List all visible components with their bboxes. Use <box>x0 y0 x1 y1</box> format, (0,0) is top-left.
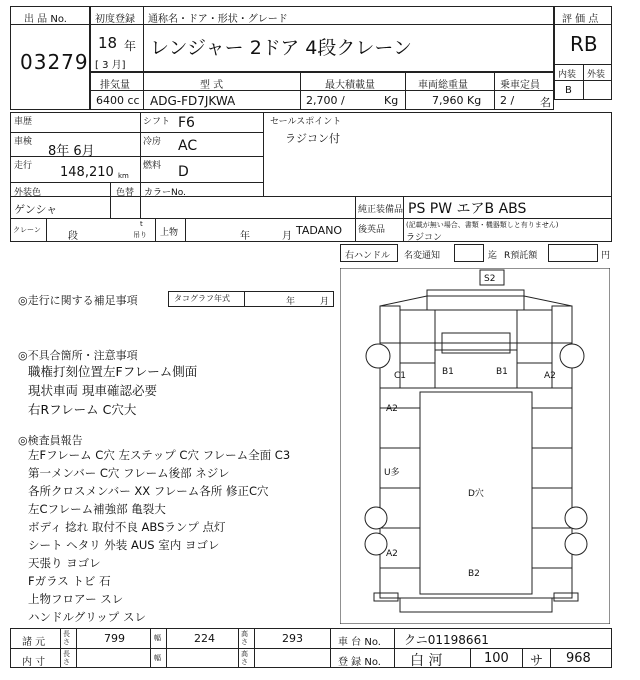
equip-label: 純正装備品 <box>358 205 404 215</box>
mark-d: D穴 <box>468 489 484 499</box>
aircon-label: 冷房 <box>143 137 162 147</box>
r-fee-label: R預託額 <box>504 251 538 261</box>
mark-b1-left: B1 <box>442 367 454 377</box>
color-value: ゲンシャ <box>14 203 58 216</box>
fuel-label: 燃料 <box>143 161 162 171</box>
front-left-wheel <box>366 344 390 368</box>
sales-label: セールスポイント <box>270 117 342 127</box>
rear-right-wheel-front <box>565 507 587 529</box>
width-label: 幅 <box>154 634 161 642</box>
gross-label: 車両総重量 <box>418 80 468 91</box>
seats: 2 / <box>500 94 515 107</box>
defect-line: 現状車両 現車確認必要 <box>28 383 157 398</box>
mileage-unit: km <box>118 172 129 180</box>
aircon-value: AC <box>178 138 198 154</box>
defect-line: 右Rフレーム C穴大 <box>28 402 137 417</box>
inner-height-label: 高さ <box>241 650 248 666</box>
inner-length-label: 長さ <box>63 650 70 666</box>
grade-value: RB <box>570 32 598 56</box>
displacement: 6400 cc <box>96 94 140 107</box>
handle-label: 右ハンドル <box>345 251 391 261</box>
length-value: 799 <box>104 632 125 645</box>
crane-maker: TADANO <box>296 224 343 237</box>
mileage-value: 148,210 <box>60 165 114 180</box>
r-fee-box <box>548 244 598 262</box>
gross-weight: 7,960 Kg <box>432 94 482 107</box>
crane-ton-bottom: 吊り <box>133 231 147 239</box>
reg-class: 100 <box>484 651 509 666</box>
rear-right-wheel-rear <box>565 533 587 555</box>
defect-line: 職権打刻位置左Fフレーム側面 <box>28 364 198 379</box>
first-reg-year-unit: 年 <box>124 39 137 53</box>
crane-month-unit: 月 <box>282 231 292 242</box>
cab-outline <box>380 296 572 343</box>
chassis-label: 車 台 No. <box>338 637 381 648</box>
mark-b2: B2 <box>468 569 480 579</box>
reg-label: 登 録 No. <box>338 657 381 668</box>
mount-label: 上物 <box>160 228 179 238</box>
tail-bumper <box>400 598 552 612</box>
model-label: 型 式 <box>200 80 224 91</box>
mark-s2: S2 <box>484 274 496 284</box>
cab-roof <box>427 290 524 310</box>
mark-a2-lower: A2 <box>386 549 398 559</box>
inspector-line: 天張り ヨゴレ <box>28 556 101 570</box>
equip-value: PS PW エアB ABS <box>408 201 527 217</box>
aftermarket-note: (記載が無い場合、書類・機器類しと有りません) <box>406 221 559 229</box>
first-reg-month: [ 3 月] <box>95 60 126 71</box>
first-reg-year: 18 <box>98 34 118 52</box>
defects-title: ◎不具合箇所・注意事項 <box>18 349 138 362</box>
capacity: 2,700 / <box>306 94 345 107</box>
model: ADG-FD7JKWA <box>150 94 236 108</box>
inner-width-label: 幅 <box>154 654 161 662</box>
reg-kana: サ <box>530 654 544 669</box>
inspection-label: 車検 <box>14 137 33 147</box>
tacho-label: タコグラフ年式 <box>174 294 230 303</box>
grade-label: 評 価 点 <box>562 14 599 25</box>
crane-stage-unit: 段 <box>68 231 78 242</box>
lot-label: 出 品 No. <box>24 14 67 25</box>
aftermarket-value: ラジコン <box>406 233 443 243</box>
inspector-line: ハンドルグリップ スレ <box>28 610 146 624</box>
driving-title: ◎走行に関する補足事項 <box>18 294 138 307</box>
front-right-wheel <box>560 344 584 368</box>
spec-label: 諸 元 <box>22 637 46 648</box>
height-label: 高さ <box>241 630 248 646</box>
r-fee-prefix: 迄 <box>488 251 498 261</box>
tacho-year: 年 <box>286 297 296 307</box>
rear-left-wheel-rear <box>365 533 387 555</box>
mileage-label: 走行 <box>14 161 33 171</box>
inspector-line: 上物フロアー スレ <box>28 592 124 606</box>
inspector-line: Fガラス トビ 石 <box>28 574 111 588</box>
height-value: 293 <box>282 632 303 645</box>
inspector-title: ◎検査員報告 <box>18 434 83 447</box>
inspector-line: ボディ 捻れ 取付不良 ABSランプ 点灯 <box>28 520 226 534</box>
inspector-line: シート ヘタリ 外装 AUS 室内 ヨゴレ <box>28 538 220 552</box>
mark-a2-right: A2 <box>544 371 556 381</box>
shift-label: シフト <box>143 117 171 127</box>
inspector-line: 左Cフレーム補強部 亀裂大 <box>28 502 166 516</box>
tacho-month: 月 <box>320 297 330 307</box>
aftermarket-label: 後英品 <box>358 225 386 235</box>
sales-value: ラジコン付 <box>285 132 340 145</box>
interior-value: B <box>565 85 572 96</box>
seats-unit: 名 <box>540 96 551 109</box>
lot-number: 03279 <box>20 50 89 74</box>
car-name: レンジャー 2ドア 4段クレーン <box>150 37 412 59</box>
history-label: 車歴 <box>14 117 33 127</box>
name-change-box <box>454 244 484 262</box>
name-change-label: 名変通知 <box>404 251 441 261</box>
inspector-line: 左Fフレーム C穴 左ステップ C穴 フレーム全面 C3 <box>28 448 291 462</box>
chassis-value: クニ01198661 <box>404 633 489 647</box>
reg-area: 白 河 <box>410 653 443 669</box>
inspector-line: 第一メンバー C穴 フレーム後部 ネジレ <box>28 466 230 480</box>
color-no-label: カラーNo. <box>144 188 186 198</box>
first-reg-label: 初度登録 <box>95 14 135 25</box>
crane-ton-top: t <box>140 220 143 228</box>
mark-b1-right: B1 <box>496 367 508 377</box>
yen-label: 円 <box>601 251 611 261</box>
length-label: 長さ <box>63 630 70 646</box>
color-label: 外装色 <box>14 188 42 198</box>
mark-a2-upper: A2 <box>386 404 398 414</box>
inspection-value: 8年 6月 <box>48 144 95 159</box>
rear-left-wheel-front <box>365 507 387 529</box>
interior-label: 内装 <box>558 70 577 80</box>
displacement-label: 排気量 <box>100 80 130 91</box>
cab-window <box>435 310 517 350</box>
exterior-label: 外装 <box>587 70 606 80</box>
name-label: 通称名・ドア・形状・グレード <box>148 14 288 25</box>
inspector-line: 各所クロスメンバー XX フレーム各所 修正C穴 <box>28 484 269 498</box>
crane-year-unit: 年 <box>240 231 250 242</box>
inner-label: 内 寸 <box>22 657 46 668</box>
capacity-label: 最大積載量 <box>325 80 375 91</box>
capacity-unit: Kg <box>384 94 399 107</box>
width-value: 224 <box>194 632 215 645</box>
seats-label: 乗車定員 <box>500 80 540 91</box>
shift-value: F6 <box>178 115 195 131</box>
truck-diagram <box>340 268 610 624</box>
mark-c1: C1 <box>394 371 407 381</box>
mark-u: U多 <box>384 468 400 478</box>
reg-number: 968 <box>566 651 591 666</box>
fuel-value: D <box>178 164 189 180</box>
color-change-label: 色替 <box>116 188 135 198</box>
crane-label: クレーン <box>13 226 41 234</box>
